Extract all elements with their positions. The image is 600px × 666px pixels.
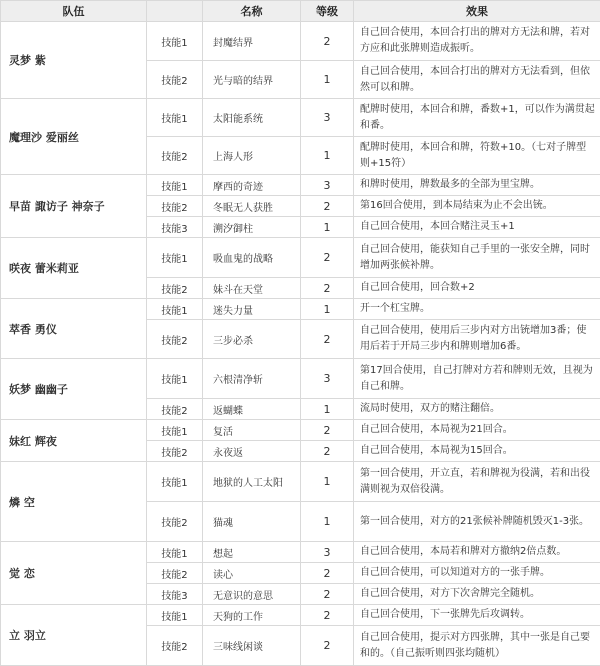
skill-level: 2 [301,420,354,441]
skill-effect: 自己回合使用，使用后三步内对方出铳增加3番；使用后若于开局三步内和牌则增加6番。 [354,320,600,359]
skill-name: 复活 [203,420,301,441]
skill-effect: 和牌时使用，牌数最多的全部为里宝牌。 [354,175,600,196]
skill-effect: 自己回合使用，本回合打出的牌对方无法看到，但依然可以和牌。 [354,61,600,99]
skill-level: 2 [301,278,354,299]
skill-slot: 技能1 [147,99,203,137]
table-row [1,22,600,61]
skill-slot: 技能2 [147,196,203,217]
skill-slot: 技能1 [147,542,203,563]
skill-effect: 自己回合使用，本局若和牌对方撤纳2倍点数。 [354,542,600,563]
skill-slot: 技能1 [147,462,203,502]
skill-level: 3 [301,542,354,563]
table-row [1,359,600,399]
skill-name: 摩西的奇迹 [203,175,301,196]
skill-effect: 自己回合使用，回合数+2 [354,278,600,299]
skill-slot: 技能2 [147,137,203,175]
skill-slot: 技能2 [147,399,203,420]
skill-slot: 技能1 [147,420,203,441]
skill-level: 1 [301,502,354,542]
team-name: 魔理沙 爱丽丝 [1,99,147,175]
skill-level: 2 [301,605,354,626]
skill-effect: 自己回合使用，对方下次舍牌完全随机。 [354,584,600,605]
table-row [1,420,600,441]
skill-name: 天狗的工作 [203,605,301,626]
skill-effect: 流局时使用，双方的赌注翻倍。 [354,399,600,420]
skill-level: 1 [301,299,354,320]
skill-effect: 自己回合使用，能获知自己手里的一张安全牌，同时增加两张候补牌。 [354,238,600,278]
skill-name: 上海人形 [203,137,301,175]
skill-effect: 自己回合使用，本回合赌注灵玉+1 [354,217,600,238]
skill-name: 三味线闲谈 [203,626,301,666]
skill-name: 无意识的意思 [203,584,301,605]
skill-effect: 自己回合使用，本局视为15回合。 [354,441,600,462]
skill-name: 读心 [203,563,301,584]
skill-name: 妹斗在天堂 [203,278,301,299]
table-row [1,299,600,320]
team-name: 觉 恋 [1,542,147,605]
header-effect: 效果 [354,1,600,22]
skill-slot: 技能2 [147,563,203,584]
team-name: 咲夜 蕾米莉亚 [1,238,147,299]
skill-effect: 开一个杠宝牌。 [354,299,600,320]
skill-effect: 自己回合使用，本局视为21回合。 [354,420,600,441]
skill-slot: 技能1 [147,359,203,399]
skill-level: 1 [301,462,354,502]
skill-name: 地狱的人工太阳 [203,462,301,502]
skill-level: 1 [301,61,354,99]
skill-slot: 技能2 [147,320,203,359]
table-row [1,605,600,626]
skill-name: 想起 [203,542,301,563]
skill-slot: 技能1 [147,605,203,626]
skill-name: 冬眠无人获胜 [203,196,301,217]
skill-slot: 技能2 [147,61,203,99]
skill-slot: 技能3 [147,217,203,238]
skill-slot: 技能2 [147,626,203,666]
header-level: 等级 [301,1,354,22]
skill-level: 3 [301,359,354,399]
skill-level: 2 [301,441,354,462]
header-row [1,1,600,22]
team-name: 妹红 辉夜 [1,420,147,462]
skill-level: 2 [301,238,354,278]
skill-effect: 自己回合使用，提示对方四张牌，其中一张是自己要和的。（自己振听则四张均随机） [354,626,600,666]
skill-name: 迷失力量 [203,299,301,320]
table-row [1,175,600,196]
header-name: 名称 [203,1,301,22]
skill-slot: 技能1 [147,175,203,196]
team-name: 立 羽立 [1,605,147,666]
team-name: 灵梦 紫 [1,22,147,99]
skill-level: 1 [301,217,354,238]
table-row [1,542,600,563]
skill-effect: 自己回合使用，下一张牌先后攻调转。 [354,605,600,626]
skill-slot: 技能1 [147,22,203,61]
skill-name: 永夜返 [203,441,301,462]
skill-level: 2 [301,626,354,666]
skill-level: 2 [301,584,354,605]
skill-name: 吸血鬼的战略 [203,238,301,278]
skill-name: 返蝴蝶 [203,399,301,420]
skill-name: 溯汐御柱 [203,217,301,238]
skill-name: 猫魂 [203,502,301,542]
skill-name: 太阳能系统 [203,99,301,137]
table-row [1,462,600,502]
team-name: 早苗 諏访子 神奈子 [1,175,147,238]
skill-level: 2 [301,22,354,61]
skill-effect: 自己回合使用，本回合打出的牌对方无法和牌，若对方应和此张牌则造成振听。 [354,22,600,61]
skill-slot: 技能2 [147,502,203,542]
skill-level: 2 [301,320,354,359]
skill-effect: 第17回合使用，自己打牌对方若和牌则无效，且视为自己和牌。 [354,359,600,399]
table-row [1,238,600,278]
team-name: 妖梦 幽幽子 [1,359,147,420]
skill-name: 封魔结界 [203,22,301,61]
table-row [1,99,600,137]
skill-effect: 自己回合使用，可以知道对方的一张手牌。 [354,563,600,584]
skill-slot: 技能3 [147,584,203,605]
skill-level: 2 [301,563,354,584]
skill-level: 1 [301,137,354,175]
skill-slot: 技能1 [147,299,203,320]
skill-name: 三步必杀 [203,320,301,359]
skill-effect: 配牌时使用，本回合和牌，符数+10。（七对子牌型则+15符） [354,137,600,175]
skill-slot: 技能2 [147,278,203,299]
header-team: 队伍 [1,1,147,22]
skill-effect: 第一回合使用，对方的21张候补牌随机毁灭1-3张。 [354,502,600,542]
team-name: 燐 空 [1,462,147,542]
skill-level: 3 [301,99,354,137]
skill-name: 六根清净斩 [203,359,301,399]
team-name: 萃香 勇仪 [1,299,147,359]
skill-effect: 第一回合使用，开立直，若和牌视为役满，若和出役满则视为双倍役满。 [354,462,600,502]
skill-effect: 配牌时使用，本回合和牌，番数+1，可以作为满贯起和番。 [354,99,600,137]
skill-slot: 技能2 [147,441,203,462]
skill-slot: 技能1 [147,238,203,278]
header-slot [147,1,203,22]
skill-level: 2 [301,196,354,217]
skill-level: 1 [301,399,354,420]
skill-level: 3 [301,175,354,196]
skill-name: 光与暗的结界 [203,61,301,99]
skill-effect: 第16回合使用，到本局结束为止不会出铳。 [354,196,600,217]
